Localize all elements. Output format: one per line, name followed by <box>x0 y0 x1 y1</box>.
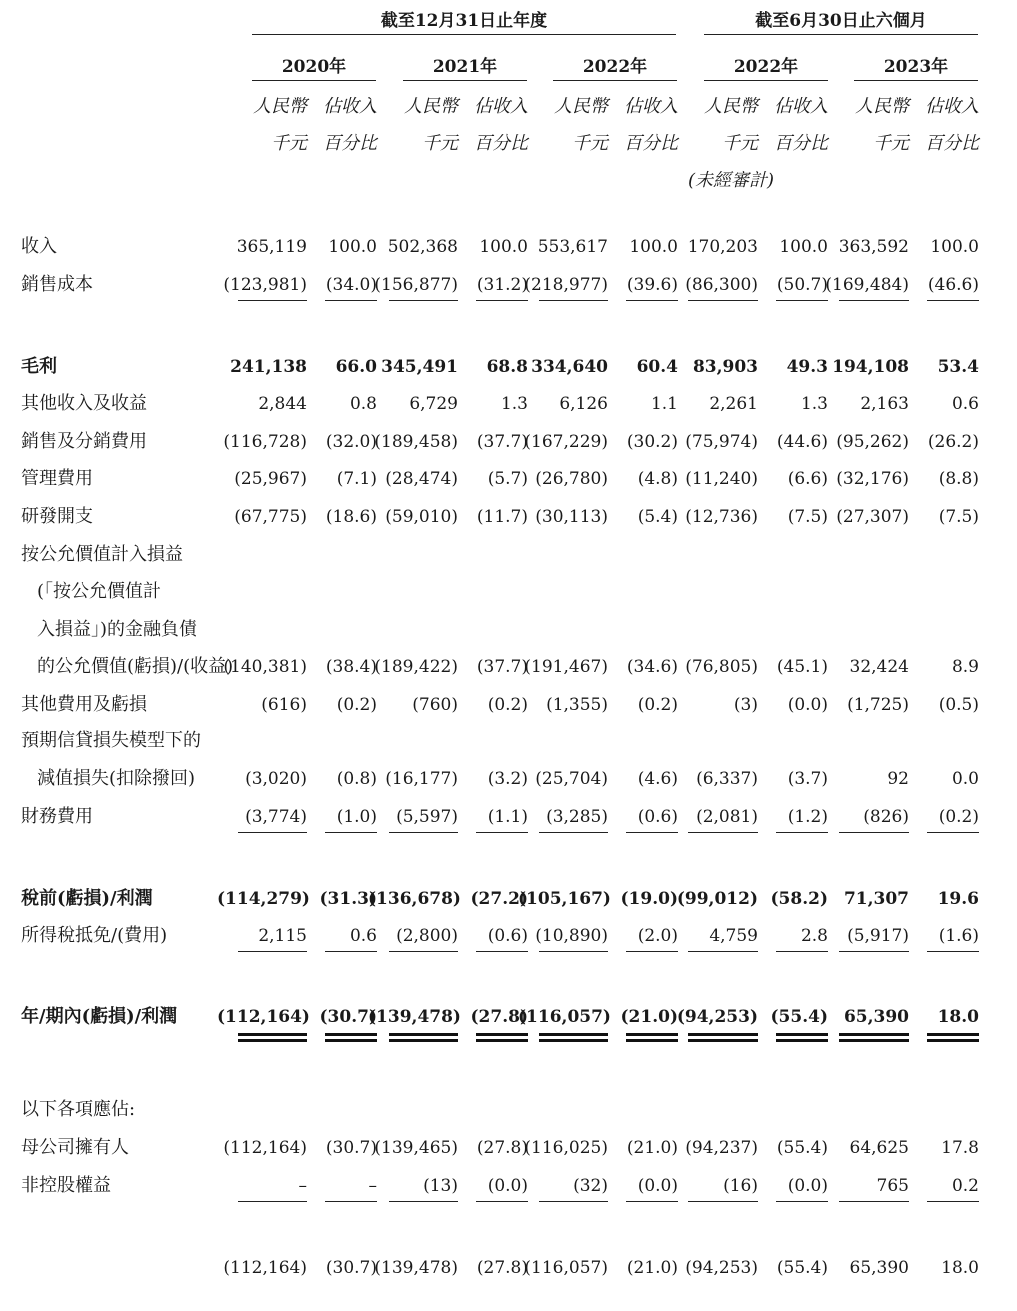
pct-cell: 100.0 <box>328 237 377 257</box>
row-label-line: 減值損失(扣除撥回) <box>37 768 196 789</box>
pct-cell: 49.3 <box>786 357 828 377</box>
amount-cell: 64,625 <box>849 1138 909 1158</box>
amount-cell: (13) <box>423 1176 458 1196</box>
subtotal-rule <box>539 832 608 833</box>
pct-cell: (27.8) <box>476 1258 528 1278</box>
pct-cell: (50.7) <box>776 275 828 295</box>
amount-cell: 553,617 <box>537 237 608 257</box>
subtotal-rule <box>626 1201 678 1202</box>
year-2020-rule <box>252 80 376 81</box>
pct-cell: (0.6) <box>637 807 678 827</box>
pct-cell: (0.2) <box>637 695 678 715</box>
amount-cell: (32) <box>573 1176 608 1196</box>
subtotal-rule <box>688 300 758 301</box>
subtotal-rule <box>927 300 979 301</box>
subtotal-rule <box>776 951 828 952</box>
amount-cell: (139,478) <box>368 1007 461 1027</box>
pct-cell: 60.4 <box>636 357 678 377</box>
amount-cell: (6,337) <box>696 769 758 789</box>
pct-cell: (30.7) <box>325 1138 377 1158</box>
amount-cell: (99,012) <box>676 889 758 909</box>
pct-cell: 8.9 <box>951 657 979 677</box>
amount-cell: (75,974) <box>685 432 758 452</box>
amount-cell: 241,138 <box>230 357 307 377</box>
year-2022-annual: 2022年 <box>582 57 648 77</box>
pct-cell: 0.6 <box>951 394 979 414</box>
pct-cell: 1.3 <box>800 394 828 414</box>
pct-cell: (34.6) <box>626 657 678 677</box>
amount-cell: (826) <box>863 807 909 827</box>
row-label: 母公司擁有人 <box>21 1137 129 1158</box>
amount-cell: (114,279) <box>217 889 310 909</box>
rmb-thousand-header: 人民幣 <box>704 96 758 117</box>
amount-cell: 6,729 <box>409 394 458 414</box>
row-label: 所得稅抵免/(費用) <box>21 925 168 946</box>
pct-of-revenue-header-line2: 百分比 <box>925 133 979 154</box>
pct-cell: (6.6) <box>787 469 828 489</box>
header-group-interim-rule <box>704 34 978 35</box>
rmb-thousand-header: 人民幣 <box>855 96 909 117</box>
pct-cell: (0.0) <box>487 1176 528 1196</box>
amount-cell: 4,759 <box>709 926 758 946</box>
amount-cell: (5,597) <box>396 807 458 827</box>
total-double-rule <box>839 1033 909 1042</box>
pct-cell: (7.1) <box>336 469 377 489</box>
pct-of-revenue-header-line2: 百分比 <box>474 133 528 154</box>
year-2021-rule <box>403 80 527 81</box>
pct-cell: (0.2) <box>487 695 528 715</box>
subtotal-rule <box>476 300 528 301</box>
amount-cell: (116,728) <box>223 432 307 452</box>
row-label-line: 入損益」)的金融負債 <box>37 619 198 640</box>
rmb-thousand-header-line2: 千元 <box>271 133 307 154</box>
row-label-line: 的公允價值(虧損)/(收益) <box>37 656 234 677</box>
pct-cell: (30.2) <box>626 432 678 452</box>
amount-cell: 194,108 <box>832 357 909 377</box>
pct-cell: (0.8) <box>336 769 377 789</box>
subtotal-rule <box>626 832 678 833</box>
subtotal-rule <box>325 832 377 833</box>
row-label: 以下各項應佔: <box>21 1099 136 1120</box>
pct-cell: 100.0 <box>479 237 528 257</box>
amount-cell: (5,917) <box>847 926 909 946</box>
pct-cell: (30.7) <box>325 1258 377 1278</box>
subtotal-rule <box>238 300 307 301</box>
row-label: 銷售及分銷費用 <box>21 431 147 452</box>
pct-cell: (19.0) <box>620 889 678 909</box>
amount-cell: (30,113) <box>535 507 608 527</box>
amount-cell: (3,285) <box>546 807 608 827</box>
subtotal-rule <box>539 1201 608 1202</box>
row-label: 年/期內(虧損)/利潤 <box>21 1006 178 1027</box>
subtotal-rule <box>688 832 758 833</box>
amount-cell: (94,253) <box>685 1258 758 1278</box>
amount-cell: (760) <box>412 695 458 715</box>
amount-cell: 6,126 <box>559 394 608 414</box>
amount-cell: (105,167) <box>518 889 611 909</box>
pct-cell: (3.2) <box>487 769 528 789</box>
pct-cell: (27.8) <box>476 1138 528 1158</box>
pct-cell: 0.6 <box>349 926 377 946</box>
amount-cell: (25,967) <box>234 469 307 489</box>
subtotal-rule <box>389 951 458 952</box>
row-label: 稅前(虧損)/利潤 <box>21 888 153 909</box>
year-2020: 2020年 <box>281 57 347 77</box>
subtotal-rule <box>238 832 307 833</box>
amount-cell: 334,640 <box>531 357 608 377</box>
subtotal-rule <box>927 951 979 952</box>
amount-cell: 345,491 <box>381 357 458 377</box>
pct-of-revenue-header: 佔收入 <box>624 96 678 117</box>
pct-cell: (1.2) <box>787 807 828 827</box>
pct-of-revenue-header: 佔收入 <box>323 96 377 117</box>
total-double-rule <box>389 1033 458 1042</box>
pct-cell: – <box>368 1176 377 1196</box>
amount-cell: 2,163 <box>860 394 909 414</box>
pct-cell: 0.8 <box>349 394 377 414</box>
total-double-rule <box>927 1033 979 1042</box>
pct-cell: (27.8) <box>470 1007 528 1027</box>
subtotal-rule <box>626 951 678 952</box>
amount-cell: (189,458) <box>374 432 458 452</box>
year-2023-interim-rule <box>854 80 978 81</box>
amount-cell: 765 <box>876 1176 909 1196</box>
pct-cell: (34.0) <box>325 275 377 295</box>
row-label-line: (「按公允價值計 <box>37 581 162 602</box>
year-2022-interim-rule <box>704 80 828 81</box>
pct-cell: 19.6 <box>937 889 979 909</box>
pct-cell: (27.2) <box>470 889 528 909</box>
row-label: 收入 <box>21 236 57 257</box>
amount-cell: (95,262) <box>836 432 909 452</box>
rmb-thousand-header-line2: 千元 <box>873 133 909 154</box>
pct-of-revenue-header-line2: 百分比 <box>323 133 377 154</box>
pct-cell: (26.2) <box>927 432 979 452</box>
amount-cell: 2,844 <box>258 394 307 414</box>
header-group-interim: 截至6月30日止六個月 <box>755 11 927 31</box>
amount-cell: (25,704) <box>535 769 608 789</box>
amount-cell: (32,176) <box>836 469 909 489</box>
rmb-thousand-header: 人民幣 <box>404 96 458 117</box>
amount-cell: (67,775) <box>234 507 307 527</box>
pct-cell: 68.8 <box>486 357 528 377</box>
amount-cell: (191,467) <box>524 657 608 677</box>
amount-cell: (76,805) <box>685 657 758 677</box>
rmb-thousand-header-line2: 千元 <box>572 133 608 154</box>
total-double-rule <box>476 1033 528 1042</box>
unaudited-note: (未經審計) <box>688 170 775 191</box>
amount-cell: (2,081) <box>696 807 758 827</box>
amount-cell: (116,057) <box>518 1007 611 1027</box>
pct-cell: 0.0 <box>951 769 979 789</box>
subtotal-rule <box>776 1201 828 1202</box>
pct-cell: (21.0) <box>626 1258 678 1278</box>
rmb-thousand-header-line2: 千元 <box>722 133 758 154</box>
pct-cell: 100.0 <box>629 237 678 257</box>
pct-cell: (3.7) <box>787 769 828 789</box>
amount-cell: (10,890) <box>535 926 608 946</box>
amount-cell: (28,474) <box>385 469 458 489</box>
total-double-rule <box>238 1033 307 1042</box>
pct-cell: (0.0) <box>787 695 828 715</box>
header-group-annual: 截至12月31日止年度 <box>380 11 548 31</box>
subtotal-rule <box>626 300 678 301</box>
pct-cell: (38.4) <box>325 657 377 677</box>
pct-cell: (7.5) <box>938 507 979 527</box>
subtotal-rule <box>839 1201 909 1202</box>
amount-cell: (94,253) <box>676 1007 758 1027</box>
pct-cell: (58.2) <box>770 889 828 909</box>
pct-cell: (46.6) <box>927 275 979 295</box>
pct-cell: (2.0) <box>637 926 678 946</box>
year-2022-annual-rule <box>553 80 677 81</box>
pct-cell: (4.6) <box>637 769 678 789</box>
total-double-rule <box>626 1033 678 1042</box>
pct-cell: (55.4) <box>770 1007 828 1027</box>
amount-cell: 502,368 <box>387 237 458 257</box>
subtotal-rule <box>839 951 909 952</box>
amount-cell: 83,903 <box>692 357 758 377</box>
amount-cell: (156,877) <box>374 275 458 295</box>
amount-cell: (116,025) <box>524 1138 608 1158</box>
amount-cell: 365,119 <box>236 237 307 257</box>
amount-cell: (1,355) <box>546 695 608 715</box>
amount-cell: (2,800) <box>396 926 458 946</box>
total-double-rule <box>688 1033 758 1042</box>
pct-cell: (5.4) <box>637 507 678 527</box>
amount-cell: (86,300) <box>685 275 758 295</box>
pct-cell: (55.4) <box>776 1258 828 1278</box>
pct-cell: (0.6) <box>487 926 528 946</box>
pct-cell: 53.4 <box>937 357 979 377</box>
subtotal-rule <box>776 300 828 301</box>
amount-cell: 65,390 <box>843 1007 909 1027</box>
amount-cell: (59,010) <box>385 507 458 527</box>
rmb-thousand-header-line2: 千元 <box>422 133 458 154</box>
row-label: 毛利 <box>21 356 57 377</box>
header-group-annual-rule <box>252 34 676 35</box>
subtotal-rule <box>238 1201 307 1202</box>
subtotal-rule <box>539 951 608 952</box>
amount-cell: 363,592 <box>838 237 909 257</box>
pct-cell: 2.8 <box>800 926 828 946</box>
pct-cell: (4.8) <box>637 469 678 489</box>
subtotal-rule <box>776 832 828 833</box>
row-label: 非控股權益 <box>21 1175 111 1196</box>
amount-cell: (136,678) <box>368 889 461 909</box>
pct-cell: (21.0) <box>626 1138 678 1158</box>
amount-cell: (27,307) <box>836 507 909 527</box>
amount-cell: (140,381) <box>223 657 307 677</box>
amount-cell: 71,307 <box>843 889 909 909</box>
pct-cell: (55.4) <box>776 1138 828 1158</box>
pct-of-revenue-header-line2: 百分比 <box>774 133 828 154</box>
subtotal-rule <box>688 951 758 952</box>
row-label: 其他費用及虧損 <box>21 694 147 715</box>
total-double-rule <box>539 1033 608 1042</box>
amount-cell: (16,177) <box>385 769 458 789</box>
year-2022-interim: 2022年 <box>733 57 799 77</box>
pct-of-revenue-header: 佔收入 <box>474 96 528 117</box>
total-double-rule <box>325 1033 377 1042</box>
pct-cell: 100.0 <box>930 237 979 257</box>
pct-cell: (0.0) <box>637 1176 678 1196</box>
amount-cell: (139,478) <box>374 1258 458 1278</box>
amount-cell: (112,164) <box>223 1258 307 1278</box>
row-label: 研發開支 <box>21 506 93 527</box>
amount-cell: (3,774) <box>245 807 307 827</box>
row-label-line: 預期信貸損失模型下的 <box>21 730 201 751</box>
pct-cell: 1.1 <box>650 394 678 414</box>
rmb-thousand-header: 人民幣 <box>253 96 307 117</box>
pct-cell: (1.6) <box>938 926 979 946</box>
amount-cell: (167,229) <box>524 432 608 452</box>
amount-cell: (139,465) <box>374 1138 458 1158</box>
subtotal-rule <box>389 300 458 301</box>
pct-cell: (39.6) <box>626 275 678 295</box>
row-label: 其他收入及收益 <box>21 393 147 414</box>
subtotal-rule <box>238 951 307 952</box>
pct-cell: (21.0) <box>620 1007 678 1027</box>
amount-cell: (94,237) <box>685 1138 758 1158</box>
subtotal-rule <box>325 951 377 952</box>
pct-cell: (7.5) <box>787 507 828 527</box>
subtotal-rule <box>389 1201 458 1202</box>
subtotal-rule <box>688 1201 758 1202</box>
pct-cell: (0.0) <box>787 1176 828 1196</box>
pct-cell: (5.7) <box>487 469 528 489</box>
row-label: 財務費用 <box>21 806 93 827</box>
pct-of-revenue-header-line2: 百分比 <box>624 133 678 154</box>
subtotal-rule <box>476 1201 528 1202</box>
amount-cell: (1,725) <box>847 695 909 715</box>
row-label: 管理費用 <box>21 468 93 489</box>
pct-cell: (32.0) <box>325 432 377 452</box>
subtotal-rule <box>839 300 909 301</box>
pct-cell: (0.2) <box>336 695 377 715</box>
pct-cell: (1.0) <box>336 807 377 827</box>
amount-cell: (3,020) <box>245 769 307 789</box>
year-2021: 2021年 <box>432 57 498 77</box>
pct-cell: (37.7) <box>476 432 528 452</box>
rmb-thousand-header: 人民幣 <box>554 96 608 117</box>
amount-cell: (11,240) <box>685 469 758 489</box>
pct-cell: (37.7) <box>476 657 528 677</box>
subtotal-rule <box>839 832 909 833</box>
pct-cell: 66.0 <box>335 357 377 377</box>
amount-cell: (123,981) <box>223 275 307 295</box>
subtotal-rule <box>389 832 458 833</box>
subtotal-rule <box>539 300 608 301</box>
subtotal-rule <box>325 1201 377 1202</box>
amount-cell: (12,736) <box>685 507 758 527</box>
pct-cell: (11.7) <box>476 507 528 527</box>
subtotal-rule <box>476 832 528 833</box>
subtotal-rule <box>927 832 979 833</box>
amount-cell: (189,422) <box>374 657 458 677</box>
amount-cell: (169,484) <box>825 275 909 295</box>
pct-cell: 17.8 <box>941 1138 979 1158</box>
pct-cell: (18.6) <box>325 507 377 527</box>
pct-cell: (30.7) <box>319 1007 377 1027</box>
pct-of-revenue-header: 佔收入 <box>925 96 979 117</box>
subtotal-rule <box>476 951 528 952</box>
amount-cell: (218,977) <box>524 275 608 295</box>
amount-cell: (26,780) <box>535 469 608 489</box>
amount-cell: 170,203 <box>687 237 758 257</box>
subtotal-rule <box>325 300 377 301</box>
amount-cell: 65,390 <box>849 1258 909 1278</box>
amount-cell: (16) <box>723 1176 758 1196</box>
pct-cell: 18.0 <box>937 1007 979 1027</box>
pct-cell: 18.0 <box>941 1258 979 1278</box>
pct-cell: 1.3 <box>500 394 528 414</box>
amount-cell: – <box>298 1176 307 1196</box>
amount-cell: (616) <box>261 695 307 715</box>
pct-cell: (0.5) <box>938 695 979 715</box>
pct-cell: (1.1) <box>487 807 528 827</box>
pct-cell: (31.3) <box>319 889 377 909</box>
row-label-line: 按公允價值計入損益 <box>21 544 183 565</box>
amount-cell: (112,164) <box>217 1007 310 1027</box>
pct-cell: (31.2) <box>476 275 528 295</box>
pct-cell: (44.6) <box>776 432 828 452</box>
pct-cell: (8.8) <box>938 469 979 489</box>
pct-cell: 100.0 <box>779 237 828 257</box>
subtotal-rule <box>927 1201 979 1202</box>
amount-cell: 2,261 <box>709 394 758 414</box>
pct-cell: (0.2) <box>938 807 979 827</box>
amount-cell: (112,164) <box>223 1138 307 1158</box>
amount-cell: 2,115 <box>258 926 307 946</box>
amount-cell: (3) <box>733 695 758 715</box>
pct-cell: (45.1) <box>776 657 828 677</box>
amount-cell: (116,057) <box>524 1258 608 1278</box>
year-2023-interim: 2023年 <box>883 57 949 77</box>
total-double-rule <box>776 1033 828 1042</box>
pct-of-revenue-header: 佔收入 <box>774 96 828 117</box>
pct-cell: 0.2 <box>951 1176 979 1196</box>
amount-cell: 92 <box>887 769 909 789</box>
amount-cell: 32,424 <box>849 657 909 677</box>
row-label: 銷售成本 <box>21 274 93 295</box>
